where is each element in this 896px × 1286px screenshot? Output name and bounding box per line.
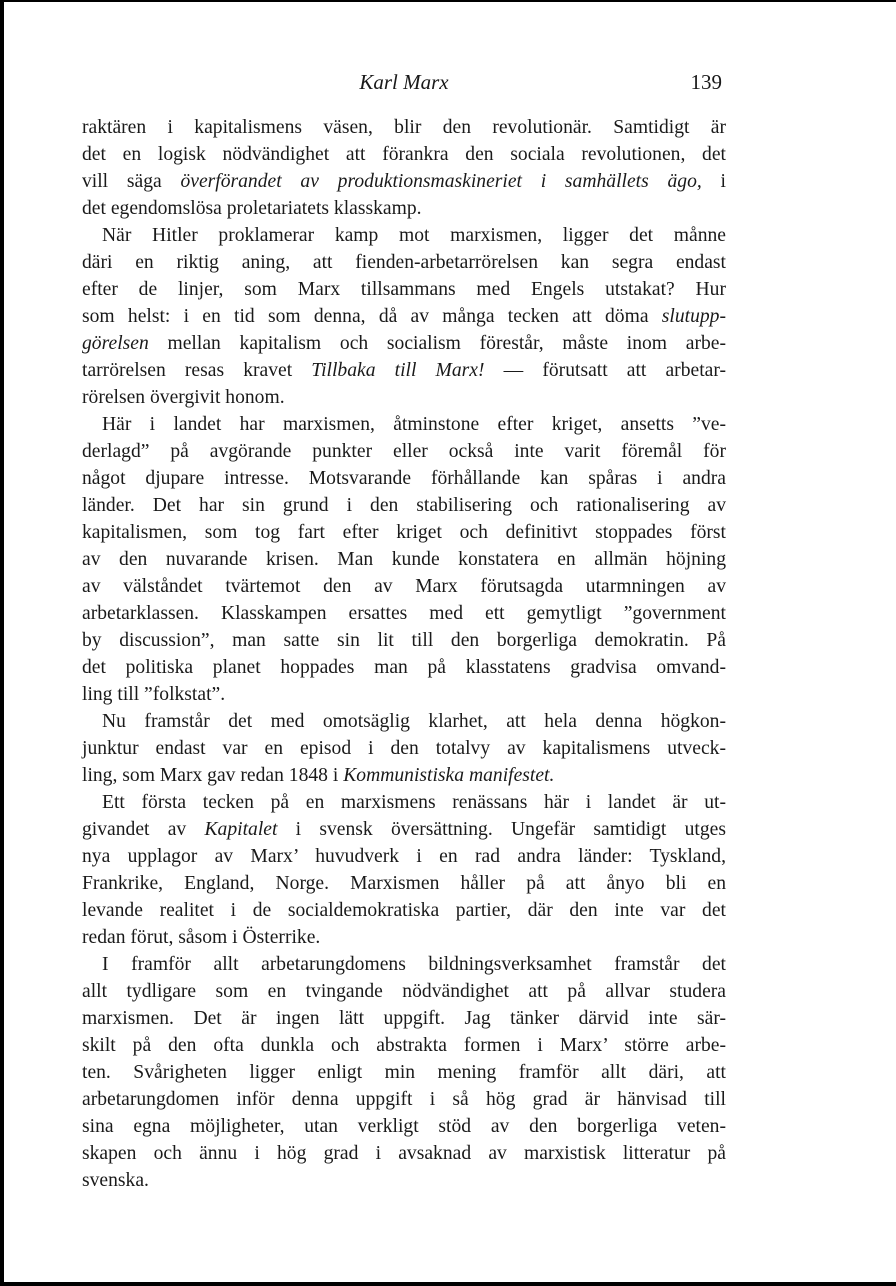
- text-line: [82, 438, 726, 465]
- text-segment: i: [701, 171, 726, 192]
- text-segment: ling, som Marx gav redan 1848 i: [82, 765, 344, 786]
- text-segment: mellan kapitalism och socialism förestår, måste inom arbe-: [148, 333, 726, 354]
- text-segment: tarrörelsen resas kravet: [82, 360, 312, 381]
- italic-text: görelsen: [82, 333, 149, 354]
- text-line: [82, 384, 726, 411]
- italic-text: Kapitalet: [204, 819, 278, 840]
- text-segment: allt tydligare som en tvingande nödvändighet att på allvar studera: [82, 981, 726, 1002]
- text-segment: däri en riktig aning, att fienden-arbetarrörelsen kan segra endast: [82, 252, 726, 273]
- text-segment: Frankrike, England, Norge. Marxismen håller på att ånyo bli en: [82, 873, 726, 894]
- text-segment: som helst: i en tid som denna, då av många tecken att döma: [82, 306, 662, 327]
- text-line: [82, 654, 726, 681]
- text-segment: rörelsen övergivit honom.: [82, 387, 285, 408]
- text-line: [82, 465, 726, 492]
- text-line: [82, 1140, 726, 1167]
- text-line: [82, 708, 726, 735]
- text-segment: av välståndet tvärtemot den av Marx förutsagda utarmningen av: [82, 576, 726, 597]
- text-segment: skilt på den ofta dunkla och abstrakta formen i Marx’ större arbe-: [82, 1035, 726, 1056]
- text-line: [82, 789, 726, 816]
- text-segment: Nu framstår det med omotsäglig klarhet, att hela denna högkon-: [102, 711, 726, 732]
- text-line: [82, 168, 726, 195]
- text-line: [82, 870, 726, 897]
- text-line: [82, 924, 726, 951]
- text-segment: det en logisk nödvändighet att förankra den sociala revolutionen, det: [82, 144, 726, 165]
- text-segment: det egendomslösa proletariatets klasskamp.: [82, 198, 422, 219]
- text-line: [82, 330, 726, 357]
- text-segment: länder. Det har sin grund i den stabilisering och rationalisering av: [82, 495, 726, 516]
- text-line: [82, 762, 726, 789]
- text-line: [82, 357, 726, 384]
- text-segment: givandet av: [82, 819, 205, 840]
- italic-text: slutupp-: [661, 306, 726, 327]
- text-segment: det politiska planet hoppades man på klasstatens gradvisa omvand-: [82, 657, 726, 678]
- text-line: [82, 1005, 726, 1032]
- text-line: [82, 195, 726, 222]
- text-line: [82, 978, 726, 1005]
- scan-border-top: [0, 0, 896, 2]
- text-line: [82, 1059, 726, 1086]
- text-line: [82, 897, 726, 924]
- text-segment: ten. Svårigheten ligger enligt min mening framför allt däri, att: [82, 1062, 726, 1083]
- text-line: [82, 303, 726, 330]
- text-segment: junktur endast var en episod i den totalvy av kapitalismens utveck-: [82, 738, 726, 759]
- text-line: [82, 222, 726, 249]
- text-line: [82, 843, 726, 870]
- text-segment: vill säga: [82, 171, 181, 192]
- text-segment: I framför allt arbetarungdomens bildningsverksamhet framstår det: [102, 954, 726, 975]
- running-head: [82, 70, 726, 100]
- text-segment: derlagd” på avgörande punkter eller också inte varit föremål för: [82, 441, 726, 462]
- text-line: [82, 1032, 726, 1059]
- text-segment: by discussion”, man satte sin lit till den borgerliga demokratin. På: [82, 630, 726, 651]
- text-segment: raktären i kapitalismens väsen, blir den revolutionär. Samtidigt är: [82, 117, 726, 138]
- text-line: [82, 1113, 726, 1140]
- text-line: [82, 492, 726, 519]
- text-line: [82, 114, 726, 141]
- text-segment: arbetarungdomen inför denna uppgift i så hög grad är hänvisad till: [82, 1089, 726, 1110]
- text-line: [82, 627, 726, 654]
- text-line: [82, 1086, 726, 1113]
- text-segment: svenska.: [82, 1170, 149, 1191]
- text-segment: arbetarklassen. Klasskampen ersattes med ett gemytligt ”government: [82, 603, 726, 624]
- text-segment: — förutsatt att arbetar-: [484, 360, 726, 381]
- text-segment: marxismen. Det är ingen lätt uppgift. Jag tänker därvid inte sär-: [82, 1008, 726, 1029]
- scan-border-bottom: [0, 1282, 896, 1286]
- italic-text: Tillbaka till Marx!: [311, 360, 485, 381]
- text-segment: i svensk översättning. Ungefär samtidigt utges: [277, 819, 726, 840]
- text-line: [82, 546, 726, 573]
- text-line: [82, 735, 726, 762]
- text-segment: Ett första tecken på en marxismens renässans här i landet är ut-: [102, 792, 726, 813]
- text-line: [82, 519, 726, 546]
- text-segment: av den nuvarande krisen. Man kunde konstatera en allmän höjning: [82, 549, 726, 570]
- page-number: 139: [690, 70, 722, 94]
- text-segment: sina egna möjligheter, utan verkligt stöd av den borgerliga veten-: [82, 1116, 726, 1137]
- scan-border-left: [0, 0, 4, 1286]
- text-segment: redan förut, såsom i Österrike.: [82, 927, 321, 948]
- text-segment: ling till ”folkstat”.: [82, 684, 226, 705]
- text-line: [82, 276, 726, 303]
- body-text: [82, 114, 726, 1194]
- text-line: [82, 573, 726, 600]
- text-line: [82, 1167, 726, 1194]
- text-segment: nya upplagor av Marx’ huvudverk i en rad andra länder: Tyskland,: [82, 846, 726, 867]
- text-segment: När Hitler proklamerar kamp mot marxismen, ligger det månne: [102, 225, 726, 246]
- text-segment: levande realitet i de socialdemokratiska partier, där den inte var det: [82, 900, 726, 921]
- running-head-title: Karl Marx: [359, 70, 449, 94]
- text-segment: efter de linjer, som Marx tillsammans med Engels utstakat? Hur: [82, 279, 726, 300]
- text-line: [82, 600, 726, 627]
- text-segment: skapen och ännu i hög grad i avsaknad av marxistisk litteratur på: [82, 1143, 726, 1164]
- text-segment: kapitalismen, som tog fart efter kriget och definitivt stoppades först: [82, 522, 726, 543]
- italic-text: överförandet av produktionsmaskineriet i samhällets ägo,: [180, 171, 702, 192]
- text-line: [82, 681, 726, 708]
- italic-text: Kommunistiska manifestet.: [343, 765, 555, 786]
- text-line: [82, 411, 726, 438]
- text-line: [82, 951, 726, 978]
- text-line: [82, 249, 726, 276]
- text-line: [82, 141, 726, 168]
- text-line: [82, 816, 726, 843]
- text-segment: Här i landet har marxismen, åtminstone efter kriget, ansetts ”ve-: [102, 414, 726, 435]
- text-segment: något djupare intresse. Motsvarande förhållande kan spåras i andra: [82, 468, 726, 489]
